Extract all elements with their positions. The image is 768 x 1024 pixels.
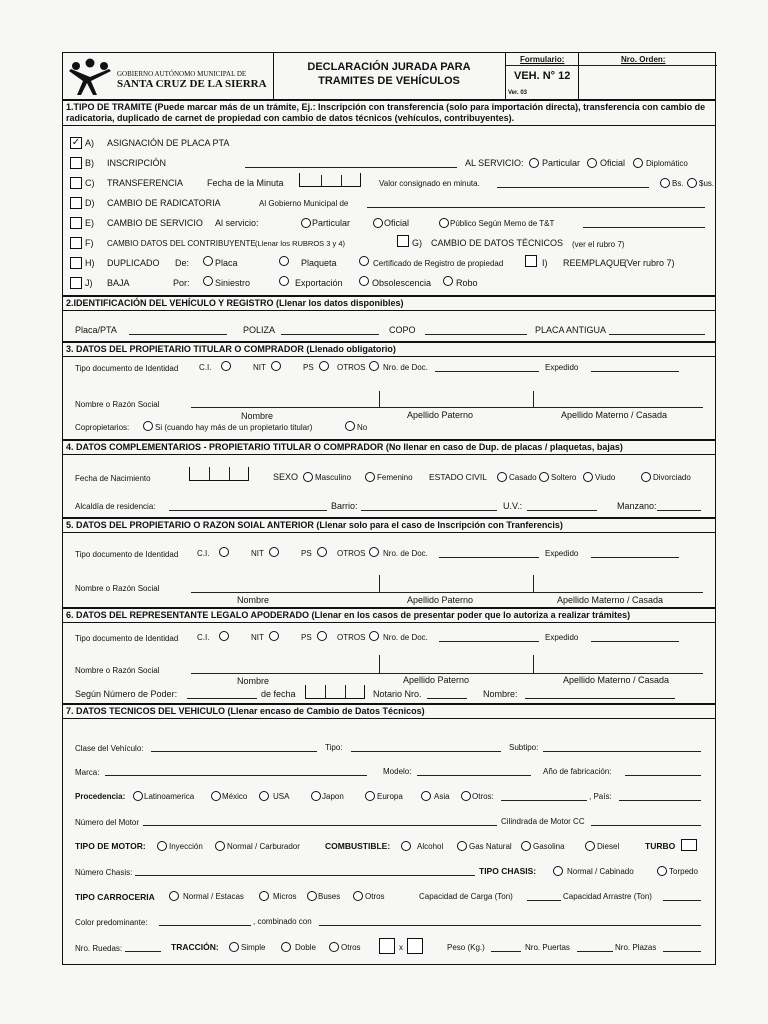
form-version: Ver. 03 <box>508 90 528 96</box>
label-plazas: Nro. Plazas <box>615 943 657 952</box>
section-7-heading: 7. DATOS TECNICOS DEL VEHICULO (Llenar encaso de Cambio de Datos Técnicos) <box>63 705 715 719</box>
label-asignacion-placa: ASIGNACIÓN DE PLACA PTA <box>107 138 230 148</box>
form-code-box <box>505 53 579 99</box>
radio-mexico[interactable] <box>211 791 221 801</box>
label-normal-cabinado: Normal / Cabinado <box>567 867 634 876</box>
label-sus: $us. <box>699 179 715 188</box>
radio-copropietario-no[interactable] <box>345 421 355 431</box>
letter-g: G) <box>412 238 422 248</box>
radio-ci-6[interactable] <box>219 631 229 641</box>
label-modelo: Modelo: <box>383 767 412 776</box>
radio-asia[interactable] <box>421 791 431 801</box>
title-line-2: TRAMITES DE VEHÍCULOS <box>318 75 460 87</box>
label-alcaldia: Alcaldía de residencia: <box>75 502 156 511</box>
radio-normal-carburador[interactable] <box>215 841 225 851</box>
radio-latinoamerica[interactable] <box>133 791 143 801</box>
label-particular-2: Particular <box>312 218 351 228</box>
label-normal-estacas: Normal / Estacas <box>183 892 244 901</box>
radio-soltero[interactable] <box>539 472 549 482</box>
checkbox-c[interactable] <box>70 177 82 189</box>
radio-obsolescencia[interactable] <box>359 276 369 286</box>
order-label: Nro. Orden: <box>621 55 666 64</box>
label-ps: PS <box>303 363 314 372</box>
people-logo-icon <box>67 57 113 97</box>
label-micros: Micros <box>273 892 297 901</box>
label-reemplaque: REEMPLAQUE <box>563 258 626 268</box>
label-expedido-6: Expedido <box>545 633 579 642</box>
label-marca: Marca: <box>75 768 100 777</box>
label-nro-doc: Nro. de Doc. <box>383 363 428 372</box>
fecha-poder-box[interactable] <box>305 685 365 699</box>
radio-nit[interactable] <box>271 361 281 371</box>
label-apellido-materno-6: Apellido Materno / Casada <box>563 675 670 685</box>
label-mexico: México <box>222 792 248 801</box>
section-propietario-anterior <box>62 518 716 608</box>
label-apellido-materno-5: Apellido Materno / Casada <box>557 595 664 605</box>
label-femenino: Femenino <box>377 473 413 482</box>
letter-e: E) <box>85 218 94 228</box>
radio-inyeccion[interactable] <box>157 841 167 851</box>
radio-ps-6[interactable] <box>317 631 327 641</box>
section-datos-tecnicos <box>62 704 716 965</box>
radio-masculino[interactable] <box>303 472 313 482</box>
radio-casado[interactable] <box>497 472 507 482</box>
radio-oficial-2[interactable] <box>373 218 383 228</box>
radio-femenino[interactable] <box>365 472 375 482</box>
radio-siniestro[interactable] <box>203 276 213 286</box>
label-estado-civil: ESTADO CIVIL <box>429 472 487 482</box>
label-siniestro: Siniestro <box>215 278 251 288</box>
label-nombre-5: Nombre <box>237 595 270 605</box>
label-subtipo: Subtipo: <box>509 743 539 752</box>
label-gasolina: Gasolina <box>533 842 565 851</box>
label-nro-motor: Número del Motor <box>75 818 140 827</box>
label-buses: Buses <box>318 892 341 901</box>
label-viudo: Viudo <box>595 473 616 482</box>
label-barrio: Barrio: <box>331 501 358 511</box>
checkbox-b[interactable] <box>70 157 82 169</box>
letter-h: H) <box>85 258 95 268</box>
letter-d: D) <box>85 198 95 208</box>
checkbox-f[interactable] <box>70 237 82 249</box>
section-tipo-tramite <box>62 100 716 296</box>
label-nro-doc-6: Nro. de Doc. <box>383 633 428 642</box>
radio-europa[interactable] <box>365 791 375 801</box>
label-exportacion: Exportación <box>295 278 343 288</box>
label-copo: COPO <box>389 325 416 335</box>
radio-viudo[interactable] <box>583 472 593 482</box>
section-5-heading: 5. DATOS DEL PROPIETARIO O RAZON SOIAL ANTERIOR (Llenar solo para el caso de Inscripción con Tranferencis) <box>63 519 715 533</box>
label-fecha-minuta: Fecha de la Minuta <box>207 178 284 188</box>
label-poliza: POLIZA <box>243 325 276 335</box>
label-usa: USA <box>273 792 290 801</box>
label-capacidad-arrastre: Capacidad Arrastre (Ton) <box>563 892 652 901</box>
radio-plaqueta[interactable] <box>279 256 289 266</box>
note-rubros-3-4: (Llenar los RUBROS 3 y 4) <box>255 239 346 248</box>
label-nit-5: NIT <box>251 549 264 558</box>
label-robo: Robo <box>456 278 478 288</box>
label-baja: BAJA <box>107 278 130 288</box>
label-chasis: Número Chasis: <box>75 868 133 877</box>
letter-f: F) <box>85 238 94 248</box>
label-otros-procedencia: Otros: <box>472 792 494 801</box>
label-tipo-doc-6: Tipo documento de Identidad <box>75 634 179 643</box>
label-diplomatico: Diplomático <box>646 159 688 168</box>
label-cambio-contribuyente: CAMBIO DATOS DEL CONTRIBUYENTE <box>107 239 256 248</box>
radio-otros-traccion[interactable] <box>329 942 339 952</box>
label-placa: Placa <box>215 258 238 268</box>
form-title <box>273 53 505 99</box>
label-combustible: COMBUSTIBLE: <box>325 841 391 851</box>
label-turbo: TURBO <box>645 841 676 851</box>
label-sexo: SEXO <box>273 472 299 482</box>
label-otros-carroceria: Otros <box>365 892 385 901</box>
label-al-gobierno: Al Gobierno Municipal de <box>259 199 349 208</box>
radio-doble[interactable] <box>281 942 291 952</box>
radio-simple[interactable] <box>229 942 239 952</box>
label-otros-6: OTROS <box>337 633 366 642</box>
label-capacidad-carga: Capacidad de Carga (Ton) <box>419 892 513 901</box>
label-nombre-6: Nombre <box>237 676 270 686</box>
label-ps-5: PS <box>301 549 312 558</box>
radio-diesel[interactable] <box>585 841 595 851</box>
radio-torpedo[interactable] <box>657 866 667 876</box>
label-inscripcion: INSCRIPCIÓN <box>107 158 167 168</box>
label-gas-natural: Gas Natural <box>469 842 512 851</box>
radio-buses[interactable] <box>307 891 317 901</box>
label-apellido-paterno: Apellido Paterno <box>407 410 474 420</box>
form-code: VEH. N° 12 <box>514 70 571 82</box>
label-nro-doc-5: Nro. de Doc. <box>383 549 428 558</box>
label-ps-6: PS <box>301 633 312 642</box>
label-inyeccion: Inyección <box>169 842 203 851</box>
label-anio: Año de fabricación: <box>543 767 612 776</box>
label-apellido-paterno-5: Apellido Paterno <box>407 595 474 605</box>
checkbox-d[interactable] <box>70 197 82 209</box>
letter-i: I) <box>542 258 548 268</box>
radio-certificado[interactable] <box>359 256 369 266</box>
label-uv: U.V.: <box>503 501 523 511</box>
label-cambio-datos-tecnicos: CAMBIO DE DATOS TÉCNICOS <box>431 238 564 248</box>
label-manzano: Manzano: <box>617 501 657 511</box>
radio-sus[interactable] <box>687 178 697 188</box>
note-rubro-7: (ver el rubro 7) <box>572 240 625 249</box>
radio-otros-carroceria[interactable] <box>353 891 363 901</box>
label-plaqueta: Plaqueta <box>301 258 337 268</box>
label-asia: Asia <box>434 792 450 801</box>
radio-otros-5[interactable] <box>369 547 379 557</box>
radio-publico[interactable] <box>439 218 449 228</box>
label-placa-pta: Placa/PTA <box>75 325 117 335</box>
radio-alcohol[interactable] <box>401 841 411 851</box>
label-apellido-paterno-6: Apellido Paterno <box>403 675 470 685</box>
label-segun-poder: Según Número de Poder: <box>75 689 178 699</box>
section-1-heading: 1.TIPO DE TRAMITE (Puede marcar más de un trámite, Ej.: Inscripción con transferencia (solo para importación directa), transferencia con cambio de radicatoria, duplicado de carnet de propiedad con cambio de datos técnicos (vehículos, contribuyentes). <box>63 101 715 126</box>
label-duplicado: DUPLICADO <box>107 258 160 268</box>
label-color: Color predominante: <box>75 918 148 927</box>
section-4-heading: 4. DATOS COMPLEMENTARIOS - PROPIETARIO TITULAR O COMPRADOR (No llenar en caso de Dup. de placas / plaquetas, bajas) <box>63 441 715 455</box>
checkbox-a[interactable]: ✓ <box>71 137 81 148</box>
label-otros-traccion: Otros <box>341 943 361 952</box>
title-line-1: DECLARACIÓN JURADA PARA <box>307 61 471 73</box>
form-header <box>62 52 716 100</box>
label-copropietario-no: No <box>357 423 368 432</box>
fecha-minuta-box[interactable] <box>299 173 361 187</box>
label-expedido: Expedido <box>545 363 579 372</box>
label-publico: Público Según Memo de T&T <box>450 219 555 228</box>
label-oficial-2: Oficial <box>384 218 410 228</box>
label-europa: Europa <box>377 792 403 801</box>
label-peso: Peso (Kg.) <box>447 943 485 952</box>
note-reemplaque: (Ver rubro 7) <box>624 258 675 268</box>
label-combinado: , combinado con <box>253 917 312 926</box>
radio-bs[interactable] <box>660 178 670 188</box>
section-3-heading: 3. DATOS DEL PROPIETARIO TITULAR O COMPRADOR (Llenado obligatorio) <box>63 343 715 357</box>
label-tipo: Tipo: <box>325 743 343 752</box>
radio-divorciado[interactable] <box>641 472 651 482</box>
fecha-nacimiento-box[interactable] <box>189 467 249 481</box>
letter-j: J) <box>85 278 93 288</box>
label-obsolescencia: Obsolescencia <box>372 278 432 288</box>
section-datos-complementarios <box>62 440 716 518</box>
radio-nit-5[interactable] <box>269 547 279 557</box>
label-traccion: TRACCIÓN: <box>171 942 219 952</box>
section-representante <box>62 608 716 704</box>
label-nit-6: NIT <box>251 633 264 642</box>
label-ci-6: C.I. <box>197 633 210 642</box>
label-nombre: Nombre <box>241 411 274 421</box>
label-de: De: <box>175 258 190 268</box>
radio-gas-natural[interactable] <box>457 841 467 851</box>
label-masculino: Masculino <box>315 473 352 482</box>
label-copropietario-si: Si (cuando hay más de un propietario titular) <box>155 423 313 432</box>
radio-particular[interactable] <box>529 158 539 168</box>
radio-placa[interactable] <box>203 256 213 266</box>
label-diesel: Diesel <box>597 842 620 851</box>
radio-otros-procedencia[interactable] <box>461 791 471 801</box>
form-label: Formulario: <box>520 55 565 64</box>
label-latinoamerica: Latinoamerica <box>144 792 195 801</box>
radio-ps-5[interactable] <box>317 547 327 557</box>
checkbox-j[interactable] <box>70 277 82 289</box>
label-doble: Doble <box>295 943 316 952</box>
label-expedido-5: Expedido <box>545 549 579 558</box>
radio-normal-cabinado[interactable] <box>553 866 563 876</box>
label-al-servicio: AL SERVICIO: <box>465 158 524 168</box>
label-particular: Particular <box>542 158 581 168</box>
label-puertas: Nro. Puertas <box>525 943 570 952</box>
label-apellido-materno: Apellido Materno / Casada <box>561 410 668 420</box>
municipal-logo-area <box>63 53 274 99</box>
label-tipo-doc: Tipo documento de Identidad <box>75 364 179 373</box>
radio-otros-6[interactable] <box>369 631 379 641</box>
label-tipo-chasis: TIPO CHASIS: <box>479 866 537 876</box>
label-japon: Japon <box>322 792 344 801</box>
label-ci-5: C.I. <box>197 549 210 558</box>
checkbox-turbo[interactable] <box>681 839 697 851</box>
label-torpedo: Torpedo <box>669 867 698 876</box>
section-2-heading: 2.IDENTIFICACIÓN DEL VEHÍCULO Y REGISTRO (Llenar los datos disponibles) <box>63 297 715 311</box>
radio-oficial[interactable] <box>587 158 597 168</box>
label-normal-carburador: Normal / Carburador <box>227 842 300 851</box>
label-ruedas: Nro. Ruedas: <box>75 944 123 953</box>
radio-ps[interactable] <box>319 361 329 371</box>
order-number-box[interactable] <box>579 53 717 99</box>
label-por: Por: <box>173 278 190 288</box>
label-tipo-motor: TIPO DE MOTOR: <box>75 841 146 851</box>
letter-a: A) <box>85 138 94 148</box>
label-oficial: Oficial <box>600 158 626 168</box>
label-valor-minuta: Valor consignado en minuta. <box>379 179 480 188</box>
label-alcohol: Alcohol <box>417 842 444 851</box>
label-x: x <box>399 943 403 952</box>
label-otros-5: OTROS <box>337 549 366 558</box>
label-copropietarios: Copropietarios: <box>75 423 130 432</box>
label-tipo-carroceria: TIPO CARROCERIA <box>75 892 155 902</box>
radio-exportacion[interactable] <box>279 276 289 286</box>
label-nombre-razon-5: Nombre o Razón Social <box>75 584 160 593</box>
label-nombre-notario: Nombre: <box>483 689 518 699</box>
traccion-box-1[interactable] <box>379 938 395 954</box>
label-placa-antigua: PLACA ANTIGUA <box>535 325 607 335</box>
label-certificado: Certificado de Registro de propiedad <box>373 259 504 268</box>
checkbox-i[interactable] <box>525 255 537 267</box>
radio-diplomatico[interactable] <box>633 158 643 168</box>
checkbox-e[interactable] <box>70 217 82 229</box>
label-nombre-razon-6: Nombre o Razón Social <box>75 666 160 675</box>
label-clase: Clase del Vehículo: <box>75 744 144 753</box>
radio-gasolina[interactable] <box>521 841 531 851</box>
section-propietario-titular <box>62 342 716 440</box>
radio-copropietario-si[interactable] <box>143 421 153 431</box>
label-al-servicio-2: Al servicio: <box>215 218 259 228</box>
label-nit: NIT <box>253 363 266 372</box>
label-nombre-razon: Nombre o Razón Social <box>75 400 160 409</box>
label-otros: OTROS <box>337 363 366 372</box>
checkbox-g[interactable] <box>397 235 409 247</box>
checkbox-h[interactable] <box>70 257 82 269</box>
label-tipo-doc-5: Tipo documento de Identidad <box>75 550 179 559</box>
radio-otros[interactable] <box>369 361 379 371</box>
label-transferencia: TRANSFERENCIA <box>107 178 184 188</box>
label-soltero: Soltero <box>551 473 577 482</box>
org-line-1: GOBIERNO AUTÓNOMO MUNICIPAL DE <box>117 70 247 78</box>
radio-particular-2[interactable] <box>301 218 311 228</box>
label-cambio-radicatoria: CAMBIO DE RADICATORIA <box>107 198 221 208</box>
label-divorciado: Divorciado <box>653 473 691 482</box>
section-6-heading: 6. DATOS DEL REPRESENTANTE LEGALO APODERADO (Llenar en los casos de presentar poder que lo autoriza a realizar trámites) <box>63 609 715 623</box>
label-bs: Bs. <box>672 179 684 188</box>
radio-japon[interactable] <box>311 791 321 801</box>
traccion-box-2[interactable] <box>407 938 423 954</box>
radio-micros[interactable] <box>259 891 269 901</box>
label-cilindrada: Cilindrada de Motor CC <box>501 817 585 826</box>
label-casado: Casado <box>509 473 537 482</box>
label-pais: , País: <box>589 792 612 801</box>
label-procedencia: Procedencia: <box>75 792 126 801</box>
section-identificacion <box>62 296 716 342</box>
org-line-2: SANTA CRUZ DE LA SIERRA <box>117 78 267 90</box>
radio-nit-6[interactable] <box>269 631 279 641</box>
radio-ci[interactable] <box>221 361 231 371</box>
radio-ci-5[interactable] <box>219 547 229 557</box>
label-de-fecha: de fecha <box>261 689 296 699</box>
label-ci: C.I. <box>199 363 212 372</box>
radio-robo[interactable] <box>443 276 453 286</box>
letter-b: B) <box>85 158 94 168</box>
label-notario: Notario Nro. <box>373 689 422 699</box>
form-page <box>62 52 716 965</box>
radio-usa[interactable] <box>259 791 269 801</box>
radio-normal-estacas[interactable] <box>169 891 179 901</box>
label-simple: Simple <box>241 943 266 952</box>
letter-c: C) <box>85 178 95 188</box>
label-fecha-nacimiento: Fecha de Nacimiento <box>75 474 151 483</box>
label-cambio-servicio: CAMBIO DE SERVICIO <box>107 218 203 228</box>
